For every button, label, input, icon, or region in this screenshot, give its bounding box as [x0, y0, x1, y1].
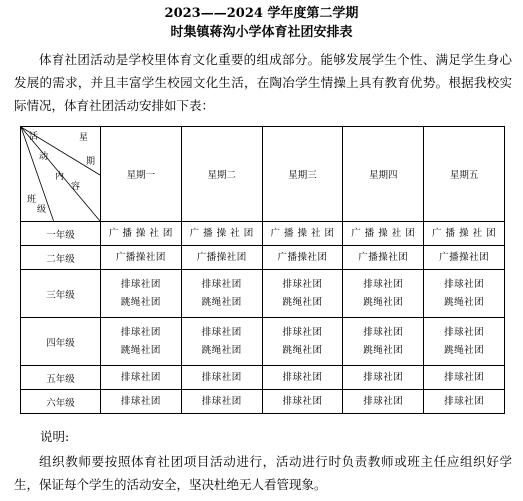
note-paragraph: 组织教师要按照体育社团项目活动进行，活动进行时负责教师或班主任应组织好学生，保证每个学生的活动安全，坚决杜绝无人看管现象。 — [14, 454, 512, 492]
club-name: 跳绳社团 — [444, 344, 485, 356]
club-cell — [181, 270, 262, 318]
club-name: 广播操社团 — [439, 251, 490, 263]
club-cell — [343, 222, 424, 246]
club-name: 排球社团 — [282, 395, 323, 407]
document-title: 2023——2024 学年度第二学期 — [164, 6, 359, 21]
club-name: 排球社团 — [201, 395, 242, 407]
club-cell — [424, 270, 505, 318]
club-name: 跳绳社团 — [201, 296, 242, 308]
day-header-thursday: 星期四 — [343, 127, 424, 222]
club-name: 广 播 操 社 团 — [270, 227, 335, 239]
table-row — [21, 318, 505, 366]
club-name: 跳绳社团 — [282, 344, 323, 356]
day-header-tuesday: 星期二 — [181, 127, 262, 222]
table-row — [21, 390, 505, 414]
club-name: 排球社团 — [444, 371, 485, 383]
club-cell — [262, 366, 343, 390]
day-header-monday: 星期一 — [101, 127, 182, 222]
club-cell — [262, 246, 343, 270]
club-name: 排球社团 — [282, 326, 323, 338]
club-cell — [424, 222, 505, 246]
corner-weekday-char-1: 星 — [79, 133, 89, 143]
club-name: 广播操社团 — [115, 251, 166, 263]
table-row — [21, 270, 505, 318]
club-name: 广 播 操 社 团 — [189, 227, 254, 239]
table-row — [21, 246, 505, 270]
grade-cell: 五年级 — [21, 366, 101, 390]
club-name: 排球社团 — [201, 278, 242, 290]
club-name: 排球社团 — [201, 371, 242, 383]
club-cell — [262, 390, 343, 414]
club-cell — [343, 270, 424, 318]
table-corner-cell — [21, 127, 101, 222]
club-name: 广播操社团 — [277, 251, 328, 263]
club-name: 排球社团 — [201, 326, 242, 338]
club-cell — [181, 222, 262, 246]
club-cell — [101, 222, 182, 246]
club-name: 跳绳社团 — [282, 296, 323, 308]
club-name: 跳绳社团 — [201, 344, 242, 356]
club-name: 排球社团 — [363, 326, 404, 338]
corner-class-char-1: 班 — [27, 195, 37, 205]
grade-cell: 三年级 — [21, 270, 101, 318]
corner-activity-char-1: 活 — [29, 132, 39, 142]
club-cell — [181, 366, 262, 390]
club-cell — [101, 318, 182, 366]
club-name: 排球社团 — [120, 395, 161, 407]
club-name: 排球社团 — [363, 395, 404, 407]
day-header-friday: 星期五 — [424, 127, 505, 222]
club-cell — [262, 270, 343, 318]
club-name: 广 播 操 社 团 — [108, 227, 173, 239]
club-name: 跳绳社团 — [120, 344, 161, 356]
club-cell — [343, 366, 424, 390]
club-name: 广播操社团 — [358, 251, 409, 263]
club-name: 广 播 操 社 团 — [351, 227, 416, 239]
club-cell — [101, 366, 182, 390]
club-cell — [101, 270, 182, 318]
document-subtitle: 时集镇蒋沟小学体育社团安排表 — [170, 25, 353, 40]
club-cell — [424, 390, 505, 414]
table-row — [21, 366, 505, 390]
club-cell — [424, 366, 505, 390]
club-cell — [181, 390, 262, 414]
club-cell — [181, 318, 262, 366]
grade-cell: 四年级 — [21, 318, 101, 366]
club-cell — [262, 222, 343, 246]
club-cell — [262, 318, 343, 366]
club-name: 跳绳社团 — [444, 296, 485, 308]
corner-class-char-2: 级 — [37, 205, 47, 215]
club-name: 排球社团 — [363, 278, 404, 290]
intro-paragraph: 体育社团活动是学校里体育文化重要的组成部分。能够发展学生个性、满足学生身心发展的需求，并且丰富学生校园文化生活，在陶冶学生情操上具有教育优势。根据我校实际情况，体育社团活动安排如下表： — [14, 52, 512, 113]
grade-cell: 一年级 — [21, 222, 101, 246]
club-name: 跳绳社团 — [120, 296, 161, 308]
grade-cell: 六年级 — [21, 390, 101, 414]
club-name: 排球社团 — [363, 371, 404, 383]
club-name: 排球社团 — [120, 278, 161, 290]
table-header-row — [21, 127, 505, 222]
club-cell — [181, 246, 262, 270]
club-name: 排球社团 — [120, 371, 161, 383]
grade-cell: 二年级 — [21, 246, 101, 270]
corner-content-char-2: 容 — [71, 182, 81, 192]
corner-activity-char-2: 动 — [39, 152, 49, 162]
club-name: 排球社团 — [444, 326, 485, 338]
corner-weekday-char-2: 期 — [86, 157, 96, 167]
club-name: 广 播 操 社 团 — [432, 227, 497, 239]
club-name: 广播操社团 — [196, 251, 247, 263]
note-label: 说明: — [40, 429, 70, 444]
club-cell — [424, 246, 505, 270]
club-cell — [343, 390, 424, 414]
day-header-wednesday: 星期三 — [262, 127, 343, 222]
schedule-table — [20, 126, 505, 414]
club-cell — [343, 318, 424, 366]
club-cell — [424, 318, 505, 366]
club-name: 排球社团 — [282, 278, 323, 290]
club-name: 排球社团 — [282, 371, 323, 383]
club-name: 跳绳社团 — [363, 344, 404, 356]
club-name: 排球社团 — [120, 326, 161, 338]
club-name: 跳绳社团 — [363, 296, 404, 308]
club-name: 排球社团 — [444, 278, 485, 290]
club-cell — [343, 246, 424, 270]
club-cell — [101, 246, 182, 270]
club-name: 排球社团 — [444, 395, 485, 407]
table-row — [21, 222, 505, 246]
corner-content-char-1: 内 — [55, 172, 65, 182]
club-cell — [101, 390, 182, 414]
